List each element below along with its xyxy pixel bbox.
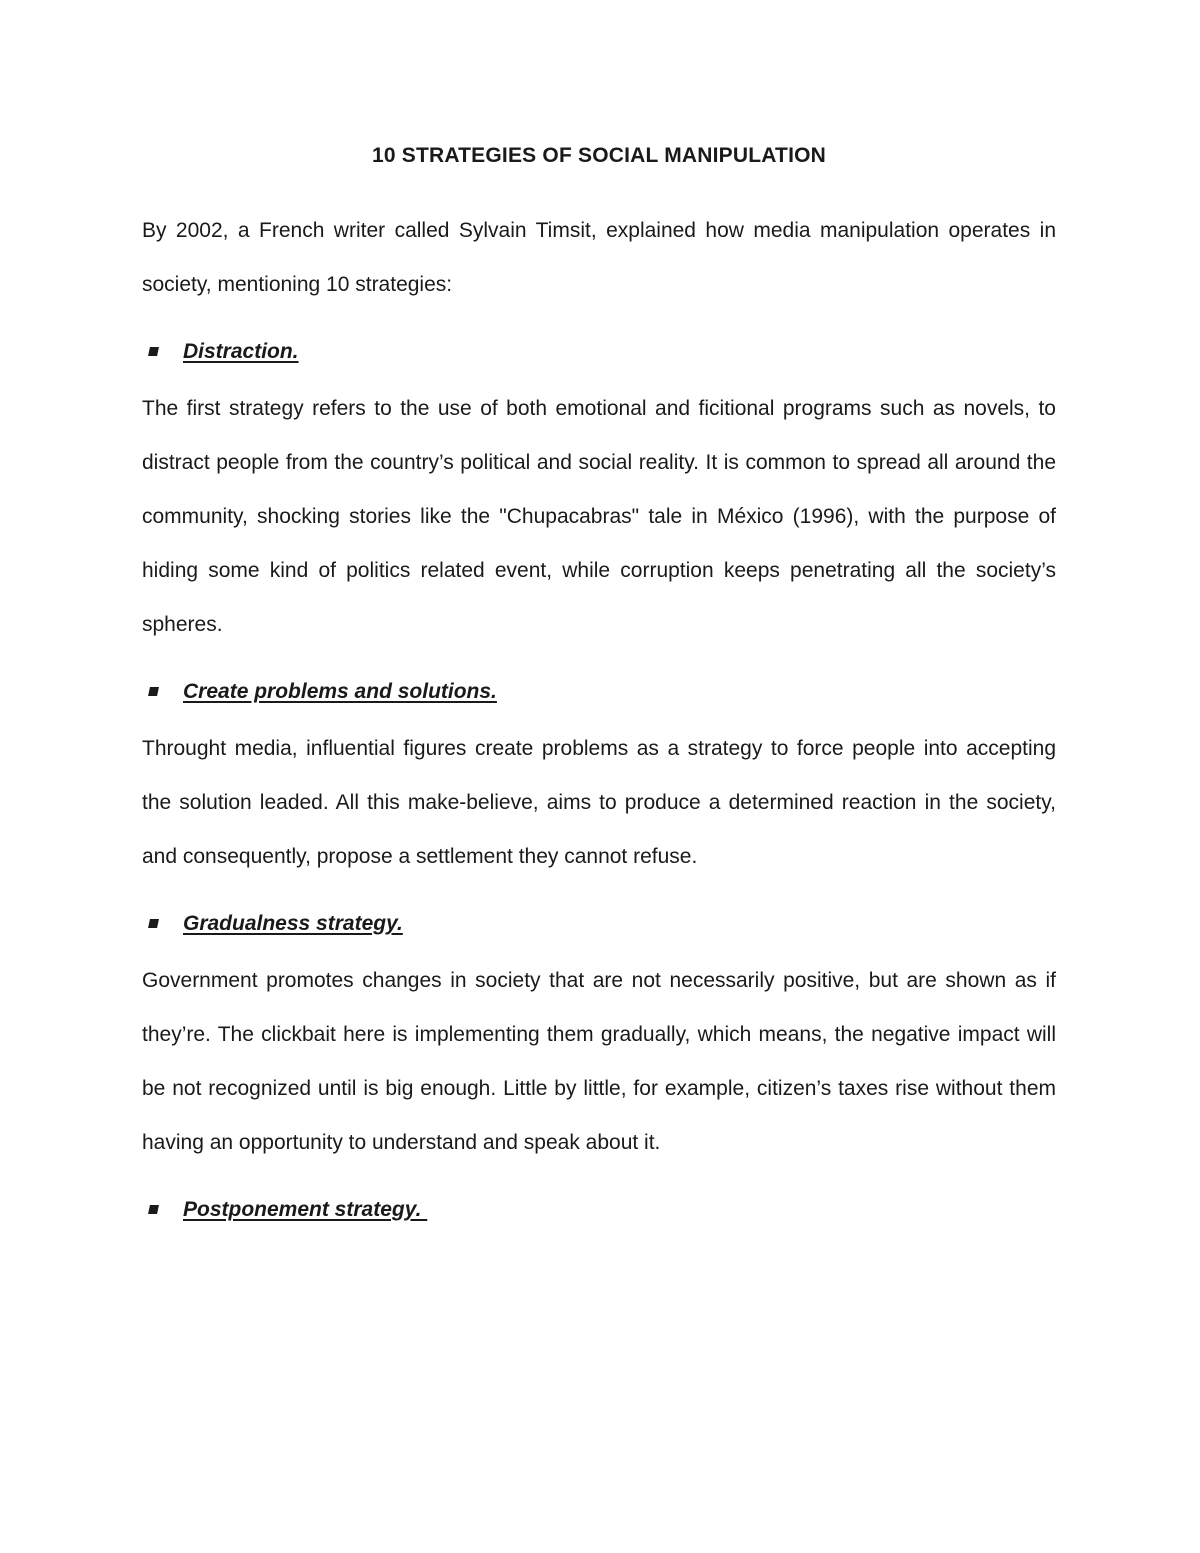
section-heading-label: Gradualness strategy. [183,912,403,935]
section-heading-create-problems [142,676,1056,708]
bullet-icon [148,1205,159,1214]
section-heading-label: Postponement strategy. [183,1198,428,1221]
section-heading-label: Create problems and solutions. [183,680,497,703]
section-heading-postponement [142,1194,1056,1226]
document-page [142,140,1056,1226]
bullet-icon [148,687,159,696]
section-body-distraction: The first strategy refers to the use of both emotional and ficitional programs such as novels, to distract people from the country’s political and social reality. It is common to spread all around the community, shocking stories like the "Chupacabras" tale in México (1996), with the purpose of hiding some kind of politics related event, while corruption keeps penetrating all the society’s spheres. [142,397,1056,636]
bullet-icon [148,919,159,928]
section-body-gradualness: Government promotes changes in society that are not necessarily positive, but are shown as if they’re. The clickbait here is implementing them gradually, which means, the negative impact will be not recognized until is big enough. Little by little, for example, citizen’s taxes rise without them having an opportunity to understand and speak about it. [142,969,1056,1154]
section-heading-gradualness [142,908,1056,940]
bullet-icon [148,347,159,356]
section-body-create-problems: Throught media, influential figures create problems as a strategy to force people into accepting the solution leaded. All this make-believe, aims to produce a determined reaction in the society, and consequently, propose a settlement they cannot refuse. [142,737,1056,868]
section-heading-label: Distraction. [183,340,299,363]
document-title: 10 STRATEGIES OF SOCIAL MANIPULATION [371,144,827,167]
section-heading-distraction [142,336,1056,368]
intro-paragraph: By 2002, a French writer called Sylvain Timsit, explained how media manipulation operates in society, mentioning 10 strategies: [142,219,1056,296]
